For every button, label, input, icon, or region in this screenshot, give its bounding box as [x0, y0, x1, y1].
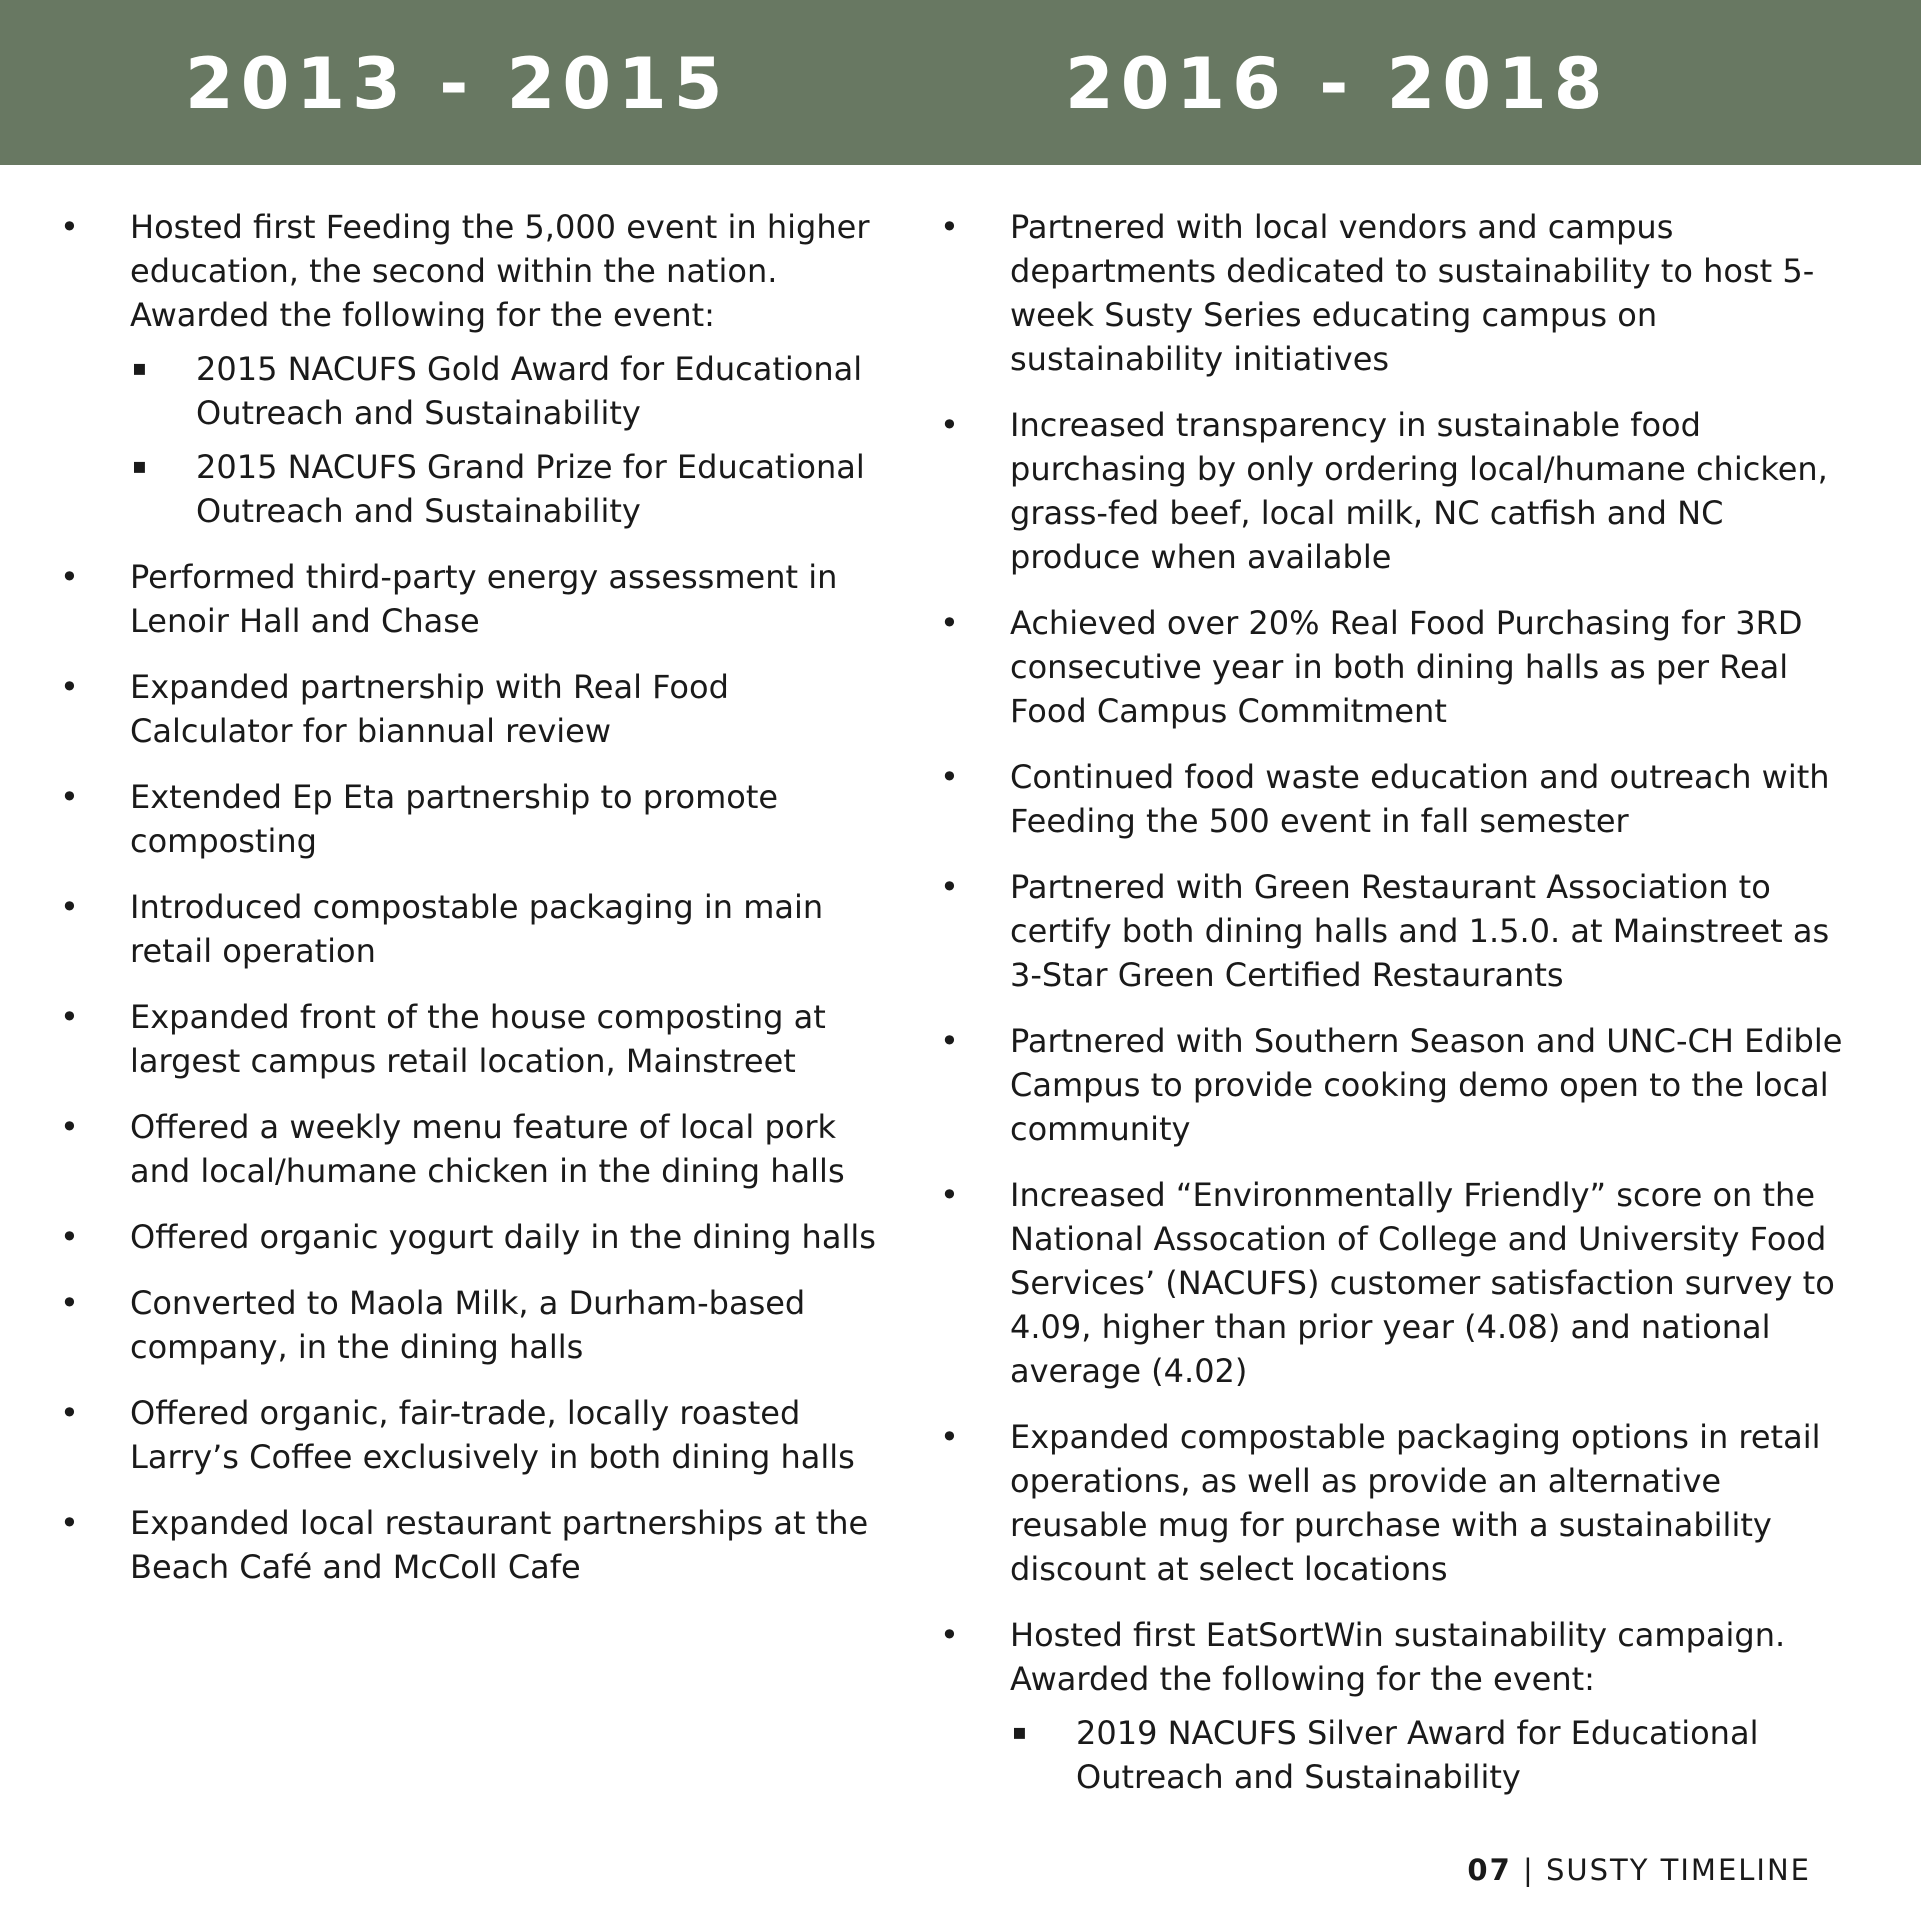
timeline-item: [60, 555, 880, 643]
timeline-item-text: Converted to Maola Milk, a Durham-based company, in the dining halls: [130, 1284, 806, 1366]
timeline-item: [60, 885, 880, 973]
bullet-icon: •: [60, 778, 79, 816]
timeline-item: [60, 775, 880, 863]
timeline-item: [940, 1173, 1860, 1393]
timeline-item-text: Introduced compostable packaging in main retail operation: [130, 888, 824, 970]
timeline-item: [60, 995, 880, 1083]
bullet-icon: •: [60, 1284, 79, 1322]
section-title: SUSTY TIMELINE: [1545, 1853, 1811, 1887]
timeline-item: [60, 1391, 880, 1479]
bullet-icon: •: [940, 604, 959, 642]
page-number: 07: [1467, 1853, 1512, 1887]
bullet-icon: •: [940, 1616, 959, 1654]
timeline-item-text: Achieved over 20% Real Food Purchasing for 3RD consecutive year in both dining halls as per Real Food Campus Commitment: [1010, 604, 1803, 730]
timeline-item: [940, 1613, 1860, 1799]
award-item: [130, 347, 880, 435]
timeline-item-text: Offered organic yogurt daily in the dining halls: [130, 1218, 876, 1256]
timeline-item-text: Offered organic, fair-trade, locally roasted Larry’s Coffee exclusively in both dining halls: [130, 1394, 855, 1476]
timeline-item: [940, 865, 1860, 997]
bullet-icon: •: [60, 1108, 79, 1146]
timeline-item-text: Expanded front of the house composting at largest campus retail location, Mainstreet: [130, 998, 826, 1080]
timeline-item-text: Expanded partnership with Real Food Calculator for biannual review: [130, 668, 729, 750]
timeline-item-text: Partnered with Green Restaurant Association to certify both dining halls and 1.5.0. at Mainstreet as 3-Star Green Certified Restaurants: [1010, 868, 1830, 994]
timeline-item-text: Offered a weekly menu feature of local pork and local/humane chicken in the dining halls: [130, 1108, 845, 1190]
award-item-text: 2015 NACUFS Gold Award for Educational Outreach and Sustainability: [196, 350, 863, 432]
timeline-item-text: Continued food waste education and outreach with Feeding the 500 event in fall semester: [1010, 758, 1830, 840]
timeline-item: [940, 601, 1860, 733]
timeline-item: [940, 205, 1860, 381]
award-item: [130, 445, 880, 533]
timeline-item-text: Hosted first EatSortWin sustainability campaign. Awarded the following for the event:: [1010, 1616, 1786, 1698]
timeline-item: [60, 1105, 880, 1193]
timeline-item: [60, 665, 880, 753]
bullet-icon: •: [940, 1418, 959, 1456]
bullet-icon: •: [940, 868, 959, 906]
bullet-icon: •: [940, 1176, 959, 1214]
header-band: [0, 0, 1921, 165]
bullet-icon: •: [60, 888, 79, 926]
footer-separator: |: [1522, 1853, 1535, 1887]
bullet-icon: •: [60, 208, 79, 246]
bullet-icon: •: [60, 998, 79, 1036]
bullet-icon: •: [940, 758, 959, 796]
square-bullet-icon: ▪: [132, 454, 147, 479]
bullet-icon: •: [940, 208, 959, 246]
timeline-item-text: Hosted first Feeding the 5,000 event in higher education, the second within the nation. Awarded the following for the event:: [130, 208, 870, 334]
timeline-item-text: Performed third-party energy assessment in Lenoir Hall and Chase: [130, 558, 838, 640]
page-footer: [1467, 1852, 1811, 1888]
bullet-icon: •: [60, 1394, 79, 1432]
timeline-item-text: Partnered with local vendors and campus departments dedicated to sustainability to host 5-week Susty Series educating campus on sustainability initiatives: [1010, 208, 1815, 378]
timeline-item: [60, 1215, 880, 1259]
timeline-item-text: Extended Ep Eta partnership to promote composting: [130, 778, 779, 860]
award-list: [1010, 1711, 1860, 1799]
square-bullet-icon: ▪: [132, 356, 147, 381]
bullet-icon: •: [60, 1218, 79, 1256]
timeline-item: [60, 1281, 880, 1369]
timeline-item: [940, 403, 1860, 579]
timeline-item-text: Increased “Environmentally Friendly” score on the National Assocation of College and University Food Services’ (NACUFS) customer satisfaction survey to 4.09, higher than prior year (4.08) and national average (4.02): [1010, 1176, 1835, 1390]
period-heading-2013-2015: 2013 - 2015: [185, 43, 730, 125]
timeline-item-text: Expanded compostable packaging options in retail operations, as well as provide an alternative reusable mug for purchase with a sustainability discount at select locations: [1010, 1418, 1821, 1588]
award-item-text: 2015 NACUFS Grand Prize for Educational Outreach and Sustainability: [196, 448, 865, 530]
timeline-item-text: Increased transparency in sustainable food purchasing by only ordering local/humane chicken, grass-fed beef, local milk, NC catfish and NC produce when available: [1010, 406, 1828, 576]
timeline-item: [60, 1501, 880, 1589]
square-bullet-icon: ▪: [1012, 1720, 1027, 1745]
timeline-item: [940, 755, 1860, 843]
award-item: [1010, 1711, 1860, 1799]
timeline-item: [940, 1415, 1860, 1591]
award-item-text: 2019 NACUFS Silver Award for Educational Outreach and Sustainability: [1076, 1714, 1759, 1796]
timeline-column-2016-2018: [940, 205, 1860, 1821]
award-list: [130, 347, 880, 533]
bullet-icon: •: [60, 668, 79, 706]
bullet-icon: •: [940, 406, 959, 444]
bullet-icon: •: [60, 1504, 79, 1542]
period-heading-2016-2018: 2016 - 2018: [1065, 43, 1610, 125]
bullet-icon: •: [60, 558, 79, 596]
timeline-item: [940, 1019, 1860, 1151]
timeline-column-2013-2015: [60, 205, 880, 1611]
bullet-icon: •: [940, 1022, 959, 1060]
timeline-item-text: Expanded local restaurant partnerships at the Beach Café and McColl Cafe: [130, 1504, 869, 1586]
timeline-item-text: Partnered with Southern Season and UNC-CH Edible Campus to provide cooking demo open to the local community: [1010, 1022, 1843, 1148]
timeline-item: [60, 205, 880, 533]
